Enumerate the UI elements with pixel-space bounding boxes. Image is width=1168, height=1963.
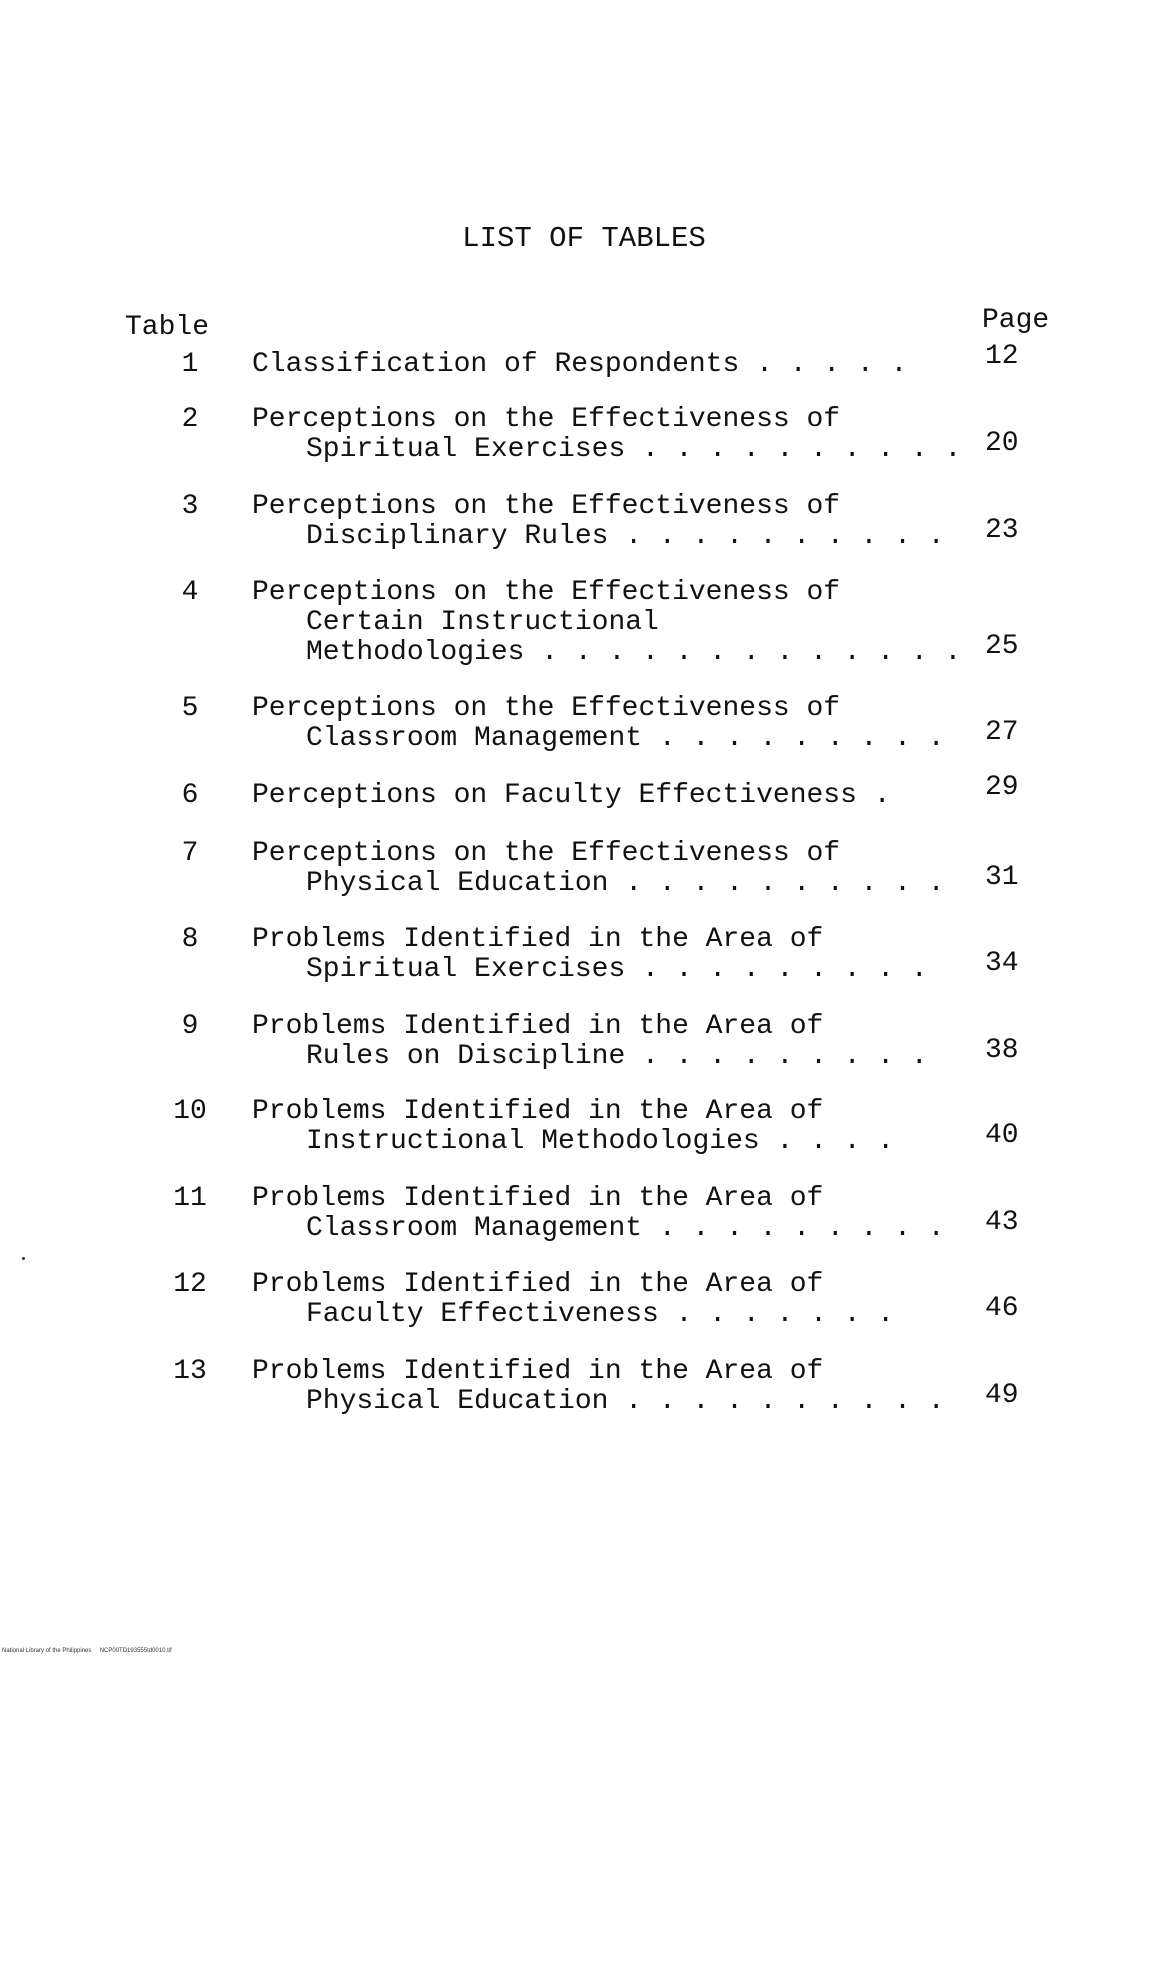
table-column-header: Table — [125, 312, 210, 343]
entry-number: 2 — [181, 404, 199, 435]
entry-number: 13 — [173, 1356, 207, 1387]
entry-page-number: 43 — [985, 1207, 1019, 1238]
entry-page-number: 31 — [985, 862, 1019, 893]
entry-title-line: Problems Identified in the Area of — [252, 1269, 824, 1300]
entry-title — [252, 404, 962, 465]
entry-title-line: Spiritual Exercises . . . . . . . . . — [306, 954, 928, 985]
entry-page-number: 46 — [985, 1293, 1019, 1324]
entry-title-line: Faculty Effectiveness . . . . . . . — [306, 1299, 895, 1330]
entry-title-line: Problems Identified in the Area of — [252, 1011, 824, 1042]
entry-page-number: 40 — [985, 1120, 1019, 1151]
entry-title — [252, 1012, 952, 1072]
entry-number: 3 — [181, 491, 199, 522]
entry-title-line: Classroom Management . . . . . . . . . — [306, 1213, 945, 1244]
entry-title — [252, 781, 952, 811]
entry-number: 6 — [181, 780, 199, 811]
entry-number: 12 — [173, 1269, 207, 1300]
entry-page-number: 23 — [985, 515, 1019, 546]
entry-page-number: 12 — [985, 341, 1019, 372]
entry-title-line: Physical Education . . . . . . . . . . — [306, 868, 945, 899]
entry-page-number: 38 — [985, 1035, 1019, 1066]
entry-title — [252, 839, 952, 899]
entry-title-line: Perceptions on the Effectiveness of — [252, 491, 841, 522]
entry-number: 8 — [181, 924, 199, 955]
entry-page-number: 27 — [985, 717, 1019, 748]
scan-speck — [22, 1257, 25, 1260]
entry-page-number: 25 — [985, 631, 1019, 662]
entry-title-line: Perceptions on Faculty Effectiveness . — [252, 780, 891, 811]
entry-title-line: Problems Identified in the Area of — [252, 1183, 824, 1214]
entry-title-line: Perceptions on the Effectiveness of — [252, 838, 841, 869]
entry-title-line: Problems Identified in the Area of — [252, 1356, 824, 1387]
entry-title — [252, 925, 952, 985]
entry-title — [252, 577, 962, 668]
entry-title-line: Methodologies . . . . . . . . . . . . . — [306, 637, 962, 668]
entry-title — [252, 1357, 952, 1417]
entry-title — [252, 1270, 952, 1330]
entry-number: 11 — [173, 1183, 207, 1214]
entry-title-line: Problems Identified in the Area of — [252, 1096, 824, 1127]
entry-title-line: Instructional Methodologies . . . . — [306, 1126, 895, 1157]
entry-title — [252, 350, 952, 380]
entry-title — [252, 1097, 952, 1157]
entry-page-number: 20 — [985, 428, 1019, 459]
entry-page-number: 34 — [985, 948, 1019, 979]
entry-title-line: Spiritual Exercises . . . . . . . . . . — [306, 434, 962, 465]
entry-title-line: Perceptions on the Effectiveness of — [252, 577, 841, 608]
entry-number: 1 — [181, 349, 199, 380]
entry-title-line: Classroom Management . . . . . . . . . — [306, 723, 945, 754]
entry-number: 10 — [173, 1096, 207, 1127]
entry-title-line: Disciplinary Rules . . . . . . . . . . — [306, 521, 945, 552]
entry-title-line: Problems Identified in the Area of — [252, 924, 824, 955]
entry-number: 7 — [181, 838, 199, 869]
entry-number: 9 — [181, 1011, 199, 1042]
entry-page-number: 29 — [985, 772, 1019, 803]
page-column-header: Page — [982, 305, 1050, 336]
entry-page-number: 49 — [985, 1380, 1019, 1411]
entry-number: 4 — [181, 577, 199, 608]
page-title: LIST OF TABLES — [462, 222, 706, 255]
entry-number: 5 — [181, 693, 199, 724]
entry-title-line: Perceptions on the Effectiveness of — [252, 404, 841, 435]
entry-title — [252, 492, 952, 552]
entry-title-line: Certain Instructional — [306, 607, 659, 638]
entry-title-line: Rules on Discipline . . . . . . . . . — [306, 1041, 928, 1072]
entry-title — [252, 694, 952, 754]
entry-title-line: Perceptions on the Effectiveness of — [252, 693, 841, 724]
scan-footer: National Library of the Philippines NCP00TD193555td0010.tif — [2, 1648, 172, 1654]
entry-title-line: Physical Education . . . . . . . . . . — [306, 1386, 945, 1417]
entry-title-line: Classification of Respondents . . . . . — [252, 349, 908, 380]
entry-title — [252, 1184, 952, 1244]
